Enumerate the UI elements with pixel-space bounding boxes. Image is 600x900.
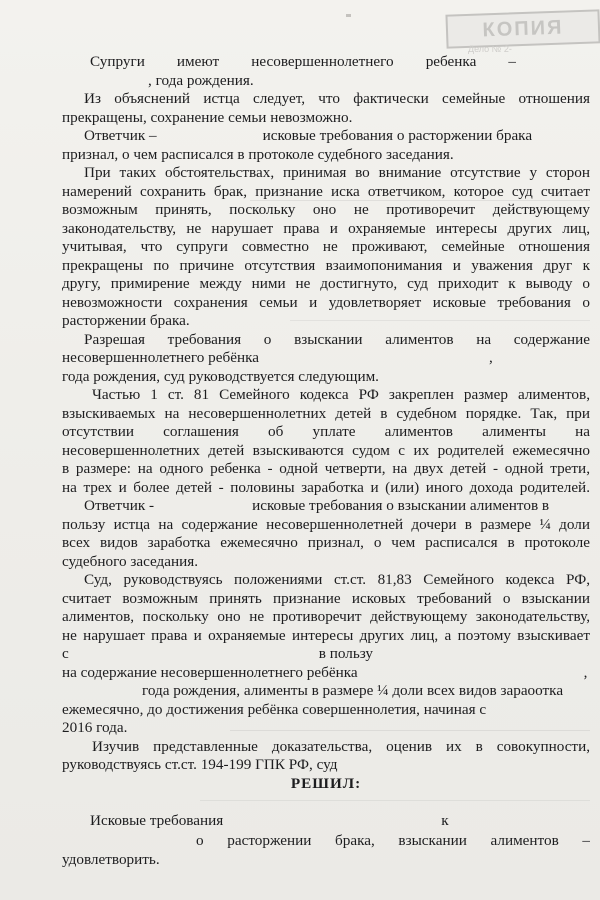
paragraph-line <box>62 608 590 627</box>
text-run: всех видов заработка ежемесячно признал, о чем расписался в протоколе <box>62 534 590 551</box>
document-body <box>62 53 590 869</box>
paragraph-line <box>62 349 590 368</box>
text-run: невозможности сохранения семьи и удовлетворяет исковые требования о <box>62 293 590 311</box>
paragraph-line <box>62 571 590 590</box>
paragraph-line <box>62 109 590 128</box>
paragraph-line <box>62 756 590 775</box>
paragraph-line <box>62 90 590 109</box>
text-run: Исковые требования <box>90 811 224 829</box>
text-run: Изучив представленные доказательства, оценив их в совокупности, <box>92 737 590 755</box>
text-run: исковые требования о расторжении брака <box>262 127 533 144</box>
text-run: к <box>441 811 449 829</box>
text-run: признал, о чем расписался в протоколе судебного заседания. <box>62 145 454 163</box>
text-run: Из объяснений истца следует, что фактически семейные отношения <box>84 90 590 107</box>
text-run: руководствуясь ст.ст. 194-199 ГПК РФ, суд <box>62 756 338 773</box>
paragraph-line <box>62 701 590 720</box>
paragraph-line <box>62 201 590 220</box>
text-run: исковые требования о взыскании алиментов в <box>252 497 550 514</box>
text-run: прекращены, сохранение семьи невозможно. <box>62 108 353 126</box>
punch-mark <box>346 14 351 17</box>
text-run: Разрешая требования о взыскании алиментов на содержание <box>84 330 590 348</box>
text-run: Суд, руководствуясь положениями ст.ст. 81,83 Семейного кодекса РФ, <box>84 571 590 588</box>
text-run: 2016 года. <box>62 719 128 736</box>
paragraph-line <box>62 497 590 516</box>
paragraph-line <box>62 312 590 331</box>
paragraph-line <box>62 53 516 72</box>
text-run: другу, примирение между ними не достигнуто, суд приходит к выводу о <box>62 275 590 292</box>
text-run: учитывая, что супруги совместно не проживают, семейные отношения <box>62 238 590 255</box>
case-number-stamp: Дело № 2- <box>468 44 512 54</box>
text-run: года рождения, суд руководствуется следующим. <box>62 367 379 385</box>
paragraph-line <box>62 183 590 202</box>
paragraph-line <box>62 738 590 757</box>
text-run: алиментов, поскольку оно не противоречит действующему законодательству, <box>62 608 590 625</box>
paragraph-line <box>62 682 590 701</box>
decision-heading: РЕШИЛ: <box>290 774 362 792</box>
text-run: Ответчик – <box>84 127 157 144</box>
text-run: Частью 1 ст. 81 Семейного кодекса РФ закреплен размер алиментов, <box>92 386 590 403</box>
text-run: возможным принять, поскольку оно не противоречит действующему <box>62 201 590 218</box>
text-run: несовершеннолетних детей взыскиваются судом с их родителей ежемесячно <box>62 441 590 459</box>
paragraph-line <box>62 423 590 442</box>
paragraph-line <box>62 664 590 683</box>
paragraph-line <box>62 72 590 91</box>
text-run: о расторжении брака, взыскании алиментов – <box>196 832 590 849</box>
text-run: При таких обстоятельствах, принимая во внимание отсутствие у сторон <box>84 164 590 181</box>
text-run: , <box>488 349 493 366</box>
text-run: Супруги имеют несовершеннолетнего ребенка – <box>90 53 516 70</box>
text-run: расторжении брака. <box>62 312 190 329</box>
paragraph-line <box>62 275 590 294</box>
paragraph-line <box>62 386 590 405</box>
text-run: в пользу <box>318 645 374 662</box>
paragraph-line <box>62 442 590 461</box>
paragraph-line <box>62 368 590 387</box>
paragraph-line <box>62 719 590 738</box>
text-run: с <box>62 645 69 662</box>
paragraph-line <box>62 294 590 313</box>
paragraph-line <box>62 645 590 664</box>
text-run: на трех и более детей - половины заработка и (или) иного дохода родителей. <box>62 478 590 496</box>
text-run: Ответчик - <box>84 497 155 514</box>
text-run: удовлетворить. <box>62 850 160 868</box>
text-run: законодательству, не нарушает права и охраняемые интересы других лиц, <box>62 219 590 237</box>
paragraph-line <box>62 127 590 146</box>
text-run: прекращены по причине отсутствия взаимопонимания и уважения друг к <box>62 256 590 274</box>
paragraph-line <box>62 516 590 535</box>
text-run: пользу истца на содержание несовершеннолетней дочери в размере ¼ доли <box>62 515 590 533</box>
paragraph-line <box>62 553 590 572</box>
paragraph-line <box>62 146 590 165</box>
text-run: не нарушает права и охраняемые интересы других лиц, а поэтому взыскивает <box>62 626 590 644</box>
paragraph-line <box>62 627 590 646</box>
text-run: отсутствии соглашения об уплате алиментов алименты на <box>62 423 590 440</box>
copy-stamp: КОПИЯ <box>445 9 600 48</box>
text-run: взыскиваемых на несовершеннолетних детей в судебном порядке. Так, при <box>62 404 590 422</box>
text-run: намерений сохранить брак, признание иска ответчиком, которое суд считает <box>62 182 590 200</box>
paragraph-line <box>62 164 590 183</box>
text-run: судебного заседания. <box>62 552 199 570</box>
spacer <box>62 793 590 812</box>
text-run: , года рождения. <box>148 71 254 89</box>
text-run: года рождения, алименты в размере ¼ доли всех видов зараоотка <box>142 682 564 699</box>
paragraph-line <box>62 331 590 350</box>
text-run: несовершеннолетнего ребёнка <box>62 349 259 366</box>
paragraph-line <box>62 832 590 851</box>
paragraph-line <box>62 534 590 553</box>
paragraph-line <box>62 812 590 831</box>
paragraph-line <box>62 479 590 498</box>
paragraph-line <box>62 220 590 239</box>
text-run: , <box>583 663 588 681</box>
text-run: считает возможным принять признание исковых требований о взыскании <box>62 589 590 607</box>
paragraph-line <box>62 238 590 257</box>
paragraph-line <box>62 851 590 870</box>
text-run: ежемесячно, до достижения ребёнка совершеннолетия, начиная с <box>62 700 487 718</box>
text-run: на содержание несовершеннолетнего ребёнка <box>62 663 358 681</box>
paragraph-line <box>62 257 590 276</box>
paragraph-line <box>62 460 590 479</box>
text-run: в размере: на одного ребенка - одной четверти, на двух детей - одной трети, <box>62 460 590 477</box>
paragraph-line <box>62 590 590 609</box>
paragraph-line <box>62 405 590 424</box>
